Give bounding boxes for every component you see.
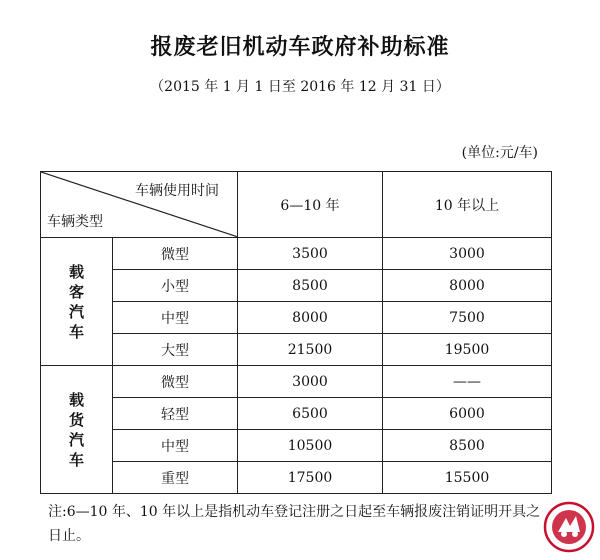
header-usage-time: 车辆使用时间 — [135, 183, 219, 199]
table-row — [41, 270, 552, 302]
value-cell: 8000 — [383, 270, 552, 302]
vehicle-type-cell: 小型 — [113, 270, 238, 302]
group-char: 汽 — [68, 430, 84, 449]
table-row — [41, 238, 552, 270]
vehicle-type-cell: 大型 — [113, 334, 238, 366]
footnote: 注:6—10 年、10 年以上是指机动车登记注册之日起至车辆报废注销证明开具之日止。 — [48, 504, 541, 544]
vehicle-type-cell: 轻型 — [113, 398, 238, 430]
vehicle-type-cell: 中型 — [113, 430, 238, 462]
header-over-10-years: 10 年以上 — [383, 172, 552, 238]
group-char: 车 — [68, 322, 84, 341]
seal-icon-graphic — [542, 500, 596, 554]
value-cell: —— — [383, 366, 552, 398]
value-cell: 3500 — [238, 238, 383, 270]
value-cell: 8500 — [383, 430, 552, 462]
date-range-subtitle: （2015 年 1 月 1 日至 2016 年 12 月 31 日） — [150, 79, 450, 95]
table-row — [41, 398, 552, 430]
group-char: 汽 — [68, 302, 84, 321]
value-cell: 3000 — [383, 238, 552, 270]
header-vehicle-type: 车辆类型 — [47, 214, 103, 230]
value-cell: 6500 — [238, 398, 383, 430]
vehicle-type-cell: 微型 — [113, 238, 238, 270]
vehicle-type-cell: 重型 — [113, 462, 238, 494]
value-cell: 8000 — [238, 302, 383, 334]
group-char: 货 — [68, 410, 84, 429]
group-char: 载 — [68, 262, 84, 281]
group-char: 客 — [68, 282, 84, 301]
vehicle-type-cell: 微型 — [113, 366, 238, 398]
group-char: 载 — [68, 390, 84, 409]
value-cell: 21500 — [238, 334, 383, 366]
table-row — [41, 334, 552, 366]
value-cell: 15500 — [383, 462, 552, 494]
value-cell: 10500 — [238, 430, 383, 462]
unit-label: (单位:元/车) — [461, 145, 538, 161]
page-title: 报废老旧机动车政府补助标准 — [150, 35, 450, 60]
value-cell: 6000 — [383, 398, 552, 430]
table-row — [41, 430, 552, 462]
table-row — [41, 302, 552, 334]
table-row — [41, 462, 552, 494]
table-row — [41, 366, 552, 398]
group-char: 车 — [68, 450, 84, 469]
diagonal-header-cell — [41, 172, 238, 238]
seal-icon — [542, 500, 596, 558]
vehicle-type-cell: 中型 — [113, 302, 238, 334]
group-passenger-cars — [41, 238, 113, 366]
value-cell: 7500 — [383, 302, 552, 334]
group-trucks — [41, 366, 113, 494]
value-cell: 17500 — [238, 462, 383, 494]
subsidy-table — [40, 171, 552, 494]
header-6-10-years: 6—10 年 — [238, 172, 383, 238]
value-cell: 3000 — [238, 366, 383, 398]
value-cell: 19500 — [383, 334, 552, 366]
value-cell: 8500 — [238, 270, 383, 302]
